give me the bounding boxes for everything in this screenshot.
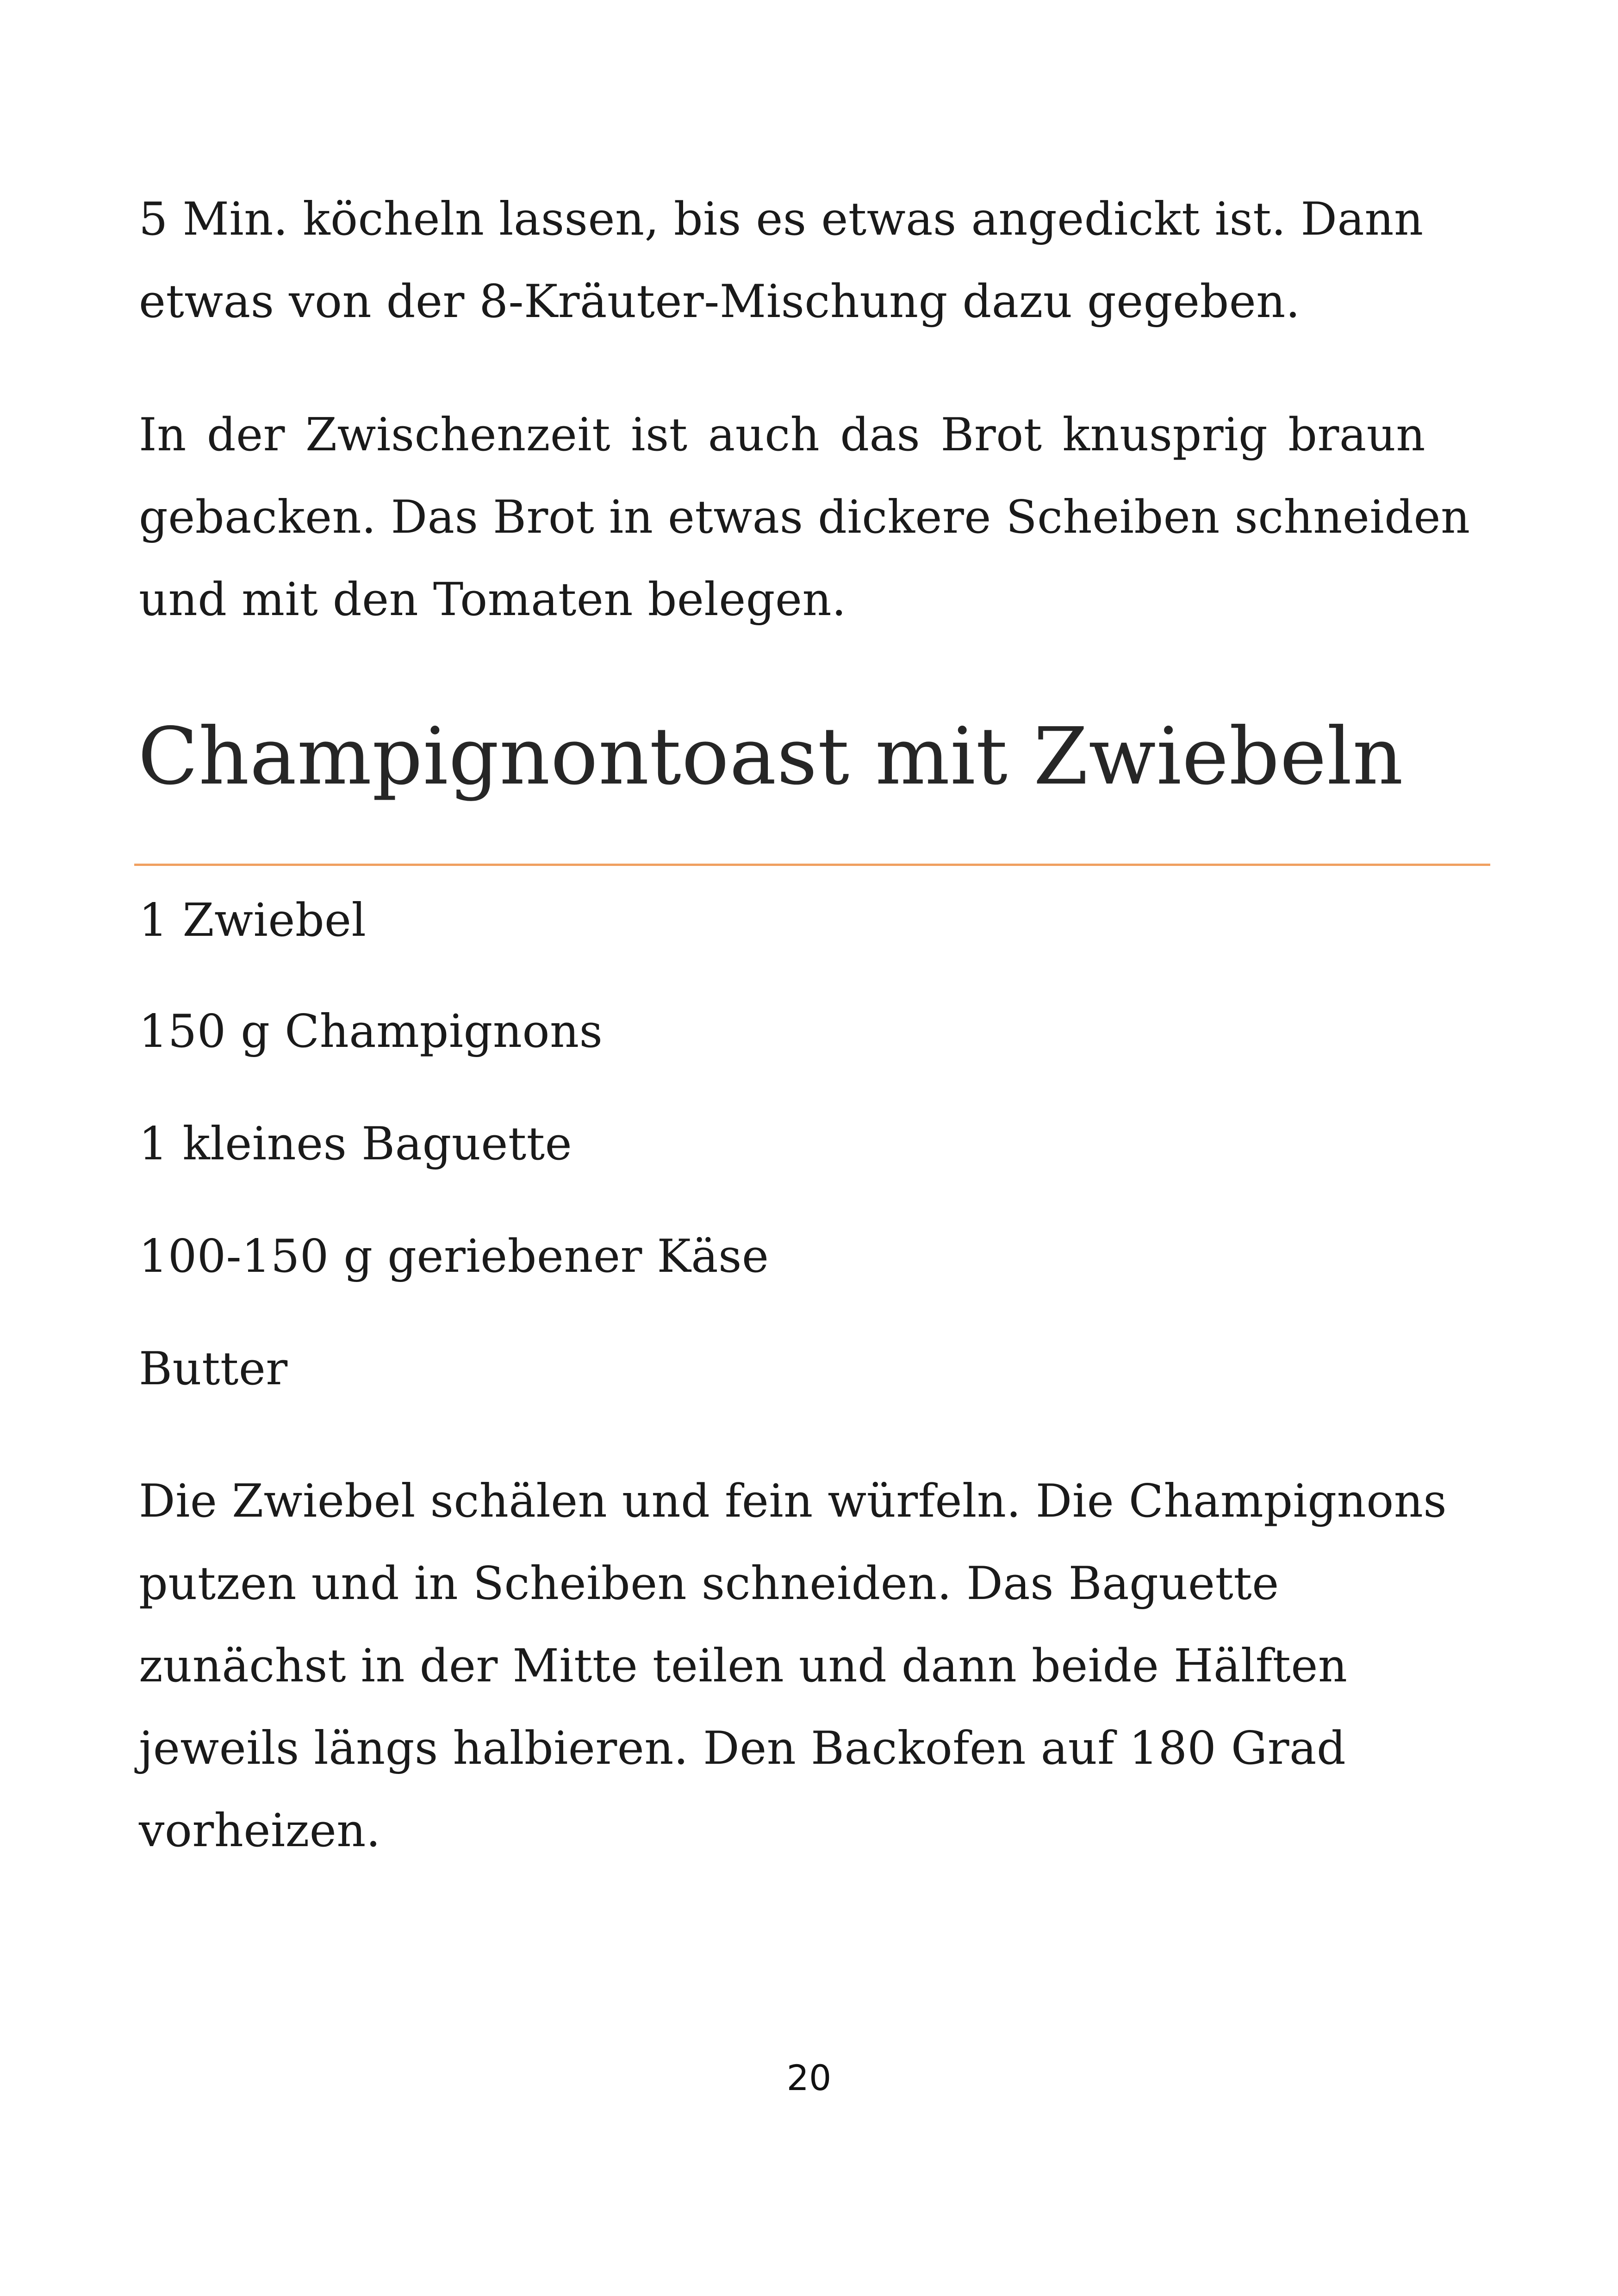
text-line: In der Zwischenzeit ist auch das Brot knusprig braun xyxy=(139,409,1425,461)
text-line: vorheizen. xyxy=(139,1804,381,1857)
paragraph-bread-instructions xyxy=(139,394,1470,641)
paragraph-preparation-steps xyxy=(139,1460,1447,1872)
ingredient-item: Butter xyxy=(139,1343,288,1395)
heading-underline-divider xyxy=(134,864,1490,866)
recipe-title: Champignontoast mit Zwiebeln xyxy=(138,711,1404,803)
text-line: gebacken. Das Brot in etwas dickere Scheiben schneiden xyxy=(139,491,1470,544)
text-line: 5 Min. köcheln lassen, bis es etwas angedickt ist. Dann xyxy=(139,193,1424,246)
ingredient-item: 100-150 g geriebener Käse xyxy=(139,1230,769,1283)
ingredient-item: 1 kleines Baguette xyxy=(139,1118,573,1170)
text-line: Die Zwiebel schälen und fein würfeln. Die Champignons xyxy=(139,1475,1447,1528)
ingredient-item: 1 Zwiebel xyxy=(139,894,367,947)
text-line: jeweils längs halbieren. Den Backofen auf 180 Grad xyxy=(139,1722,1346,1775)
page-number: 20 xyxy=(786,2057,832,2098)
text-line: putzen und in Scheiben schneiden. Das Baguette xyxy=(139,1557,1279,1610)
text-line: etwas von der 8-Kräuter-Mischung dazu gegeben. xyxy=(139,275,1301,328)
paragraph-instructions-continued xyxy=(139,178,1425,343)
ingredient-item: 150 g Champignons xyxy=(139,1005,603,1058)
text-line: und mit den Tomaten belegen. xyxy=(139,573,846,626)
text-line: zunächst in der Mitte teilen und dann beide Hälften xyxy=(139,1640,1348,1692)
